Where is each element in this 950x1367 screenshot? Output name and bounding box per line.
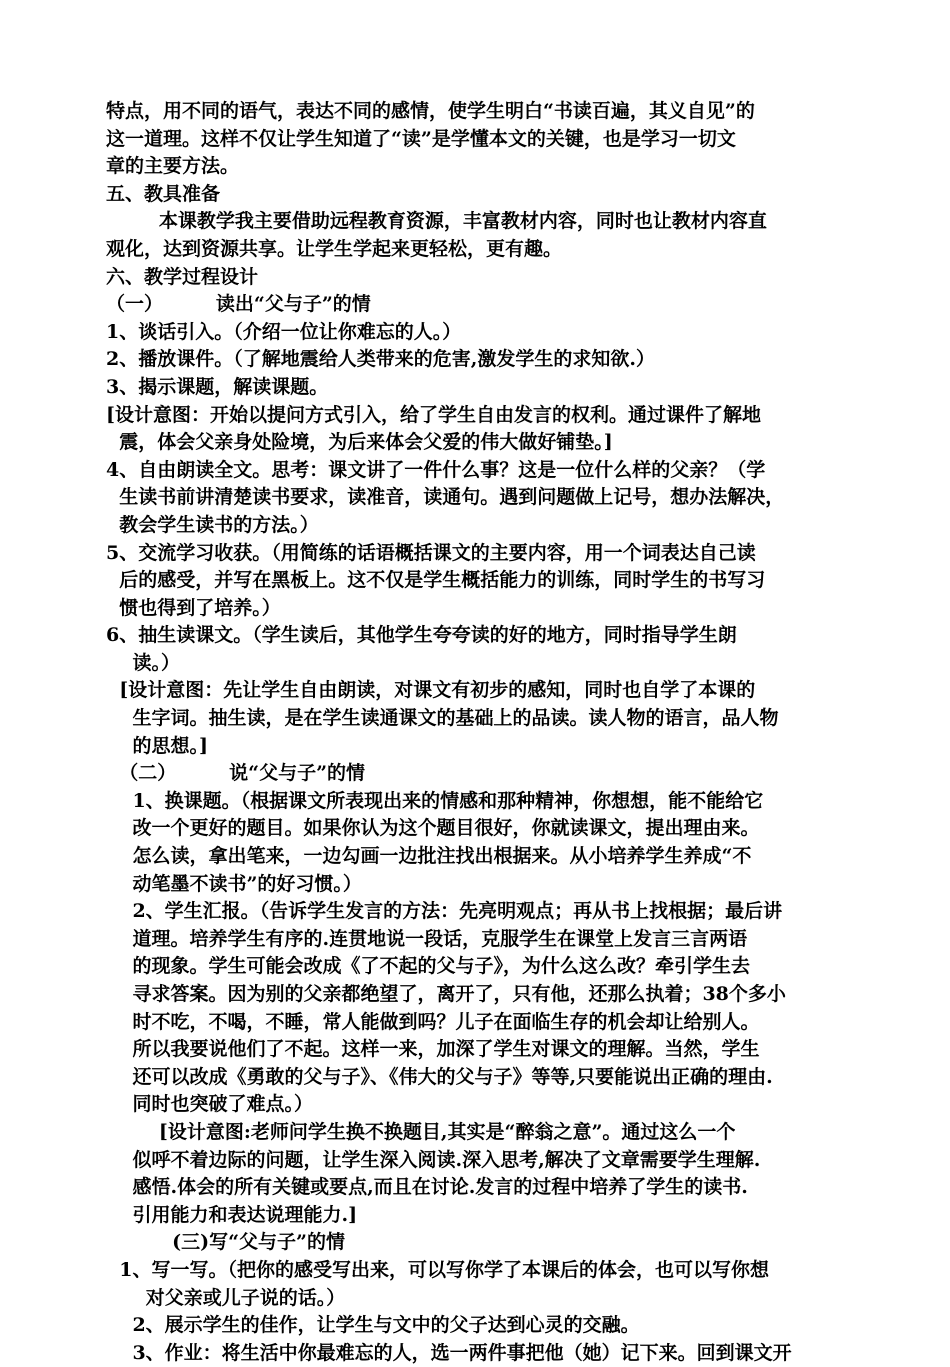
document-line: (三)写“父与子”的情 [106,1231,345,1254]
document-line: 似呼不着边际的问题，让学生深入阅读.深入思考,解决了文章需要学生理解. [106,1148,761,1171]
document-line: 生字词。抽生读，是在学生读通课文的基础上的品读。读人物的语言，品人物 [106,707,779,730]
document-line: 1、换课题。（根据课文所表现出来的情感和那种精神，你想想，能不能给它 [106,789,764,812]
document-line: 所以我要说他们了不起。这样一来，加深了学生对课文的理解。当然，学生 [106,1038,760,1061]
document-line: 怎么读，拿出笔来，一边勾画一边批注找出根据来。从小培养学生养成“不 [106,845,752,868]
document-line: 1、谈话引入。（介绍一位让你难忘的人。） [106,320,462,343]
document-line: 后的感受，并写在黑板上。这不仅是学生概括能力的训练，同时学生的书写习 [106,569,766,592]
document-line: 观化，达到资源共享。让学生学起来更轻松，更有趣。 [106,237,563,260]
document-line: 生读书前讲清楚读书要求，读准音，读通句。遇到问题做上记号，想办法解决， [106,486,785,509]
document-line: 改一个更好的题目。如果你认为这个题目很好，你就读课文，提出理由来。 [106,817,760,840]
document-line: 时不吃，不喝，不睡，常人能做到吗？儿子在面临生存的机会却让给别人。 [106,1010,760,1033]
document-line: 章的主要方法。 [106,155,240,178]
document-line: 动笔墨不读书”的好习惯。） [106,872,362,895]
document-line: 1、写一写。（把你的感受写出来，可以写你学了本课后的体会，也可以写你想 [106,1258,769,1281]
document-line: 2、学生汇报。（告诉学生发言的方法：先亮明观点；再从书上找根据；最后讲 [106,900,783,923]
document-line: 教会学生读书的方法。） [106,513,319,536]
document-line: 震，体会父亲身处险境，为后来体会父爱的伟大做好铺垫。] [106,431,613,454]
document-line: 对父亲或儿子说的话。） [106,1286,346,1309]
document-line: 5、交流学习收获。（用简练的话语概括课文的主要内容，用一个词表达自己读 [106,541,756,564]
document-line: 2、播放课件。（了解地震给人类带来的危害,激发学生的求知欲.） [106,348,655,371]
document-line: 的现象。学生可能会改成《了不起的父与子》，为什么这么改？牵引学生去 [106,955,750,978]
document-line: （二） 说“父与子”的情 [106,762,366,785]
document-line: 6、抽生读课文。（学生读后，其他学生夸夸读的好的地方，同时指导学生朗 [106,624,737,647]
document-line: 2、展示学生的佳作，让学生与文中的父子达到心灵的交融。 [106,1314,640,1337]
document-line: 引用能力和表达说理能力.] [106,1203,358,1226]
document-line: [设计意图：开始以提问方式引入，给了学生自由发言的权利。通过课件了解地 [106,403,761,426]
document-line: 3、揭示课题，解读课题。 [106,375,329,398]
document-body [106,98,854,1367]
document-line: 寻求答案。因为别的父亲都绝望了，离开了，只有他，还那么执着；38个多小 [106,983,786,1005]
document-line: [设计意图:老师问学生换不换题目,其实是“醉翁之意”。通过这么一个 [106,1120,736,1143]
document-line: 读。） [106,651,180,674]
document-line: 特点，用不同的语气，表达不同的感情，使学生明白“书读百遍，其义自见”的 [106,100,755,122]
document-line: 4、自由朗读全文。思考：课文讲了一件什么事？这是一位什么样的父亲？（学 [106,458,766,481]
document-line: 这一道理。这样不仅让学生知道了“读”是学懂本文的关键，也是学习一切文 [106,127,736,150]
document-line: （一） 读出“父与子”的情 [106,293,371,316]
document-line: 五、教具准备 [106,182,221,205]
document-line: 同时也突破了难点。） [106,1093,313,1116]
document-line: 六、教学过程设计 [106,265,259,288]
document-line: 道理。培养学生有序的.连贯地说一段话，克服学生在课堂上发言三言两语 [106,927,748,950]
document-line: 还可以改成《勇敢的父与子》、《伟大的父与子》等等,只要能说出正确的理由. [106,1065,773,1088]
document-line: [设计意图：先让学生自由朗读，对课文有初步的感知，同时也自学了本课的 [106,679,756,702]
document-line: 惯也得到了培养。） [106,596,281,619]
document-line: 本课教学我主要借助远程教育资源，丰富教材内容，同时也让教材内容直 [106,210,767,233]
document-line: 感悟.体会的所有关键或要点,而且在讨论.发言的过程中培养了学生的读书. [106,1176,748,1199]
document-line: 3、作业：将生活中你最难忘的人，选一两件事把他（她）记下来。回到课文开 [106,1341,792,1364]
document-line: 的思想。] [106,734,208,757]
